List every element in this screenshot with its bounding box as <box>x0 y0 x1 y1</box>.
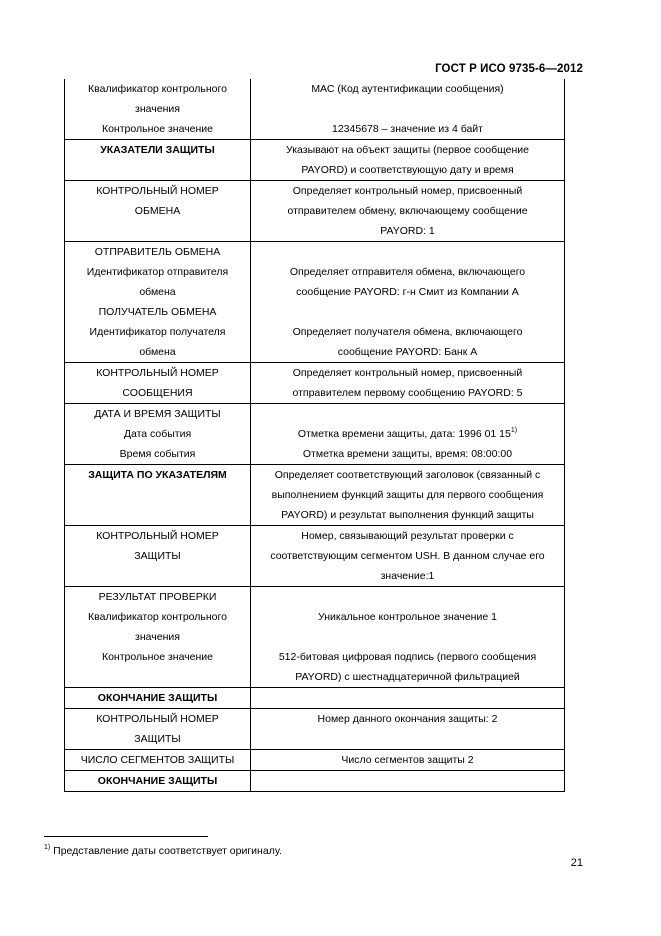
page-number: 21 <box>570 857 583 869</box>
element-description-cell <box>251 688 565 709</box>
name-line: ОКОНЧАНИЕ ЗАЩИТЫ <box>97 692 218 704</box>
description-line <box>255 242 560 262</box>
description-line: сообщение PAYORD: г-н Смит из Компании А <box>296 286 519 298</box>
name-line <box>69 505 246 525</box>
description-line: Номер, связывающий результат проверки с <box>301 530 514 542</box>
element-description-cell <box>251 465 565 526</box>
description-line: Уникальное контрольное значение 1 <box>318 611 497 623</box>
name-line: ПОЛУЧАТЕЛЬ ОБМЕНА <box>98 306 217 318</box>
name-line: обмена <box>139 346 176 358</box>
description-line: Определяет отправителя обмена, включающего <box>289 266 526 278</box>
element-description-cell <box>251 363 565 404</box>
description-line: PAYORD: 1 <box>380 225 435 237</box>
standard-designation: ГОСТ Р ИСО 9735-6—2012 <box>435 63 583 75</box>
table-row <box>65 526 565 587</box>
element-description-cell <box>251 140 565 181</box>
element-name-cell <box>65 363 251 404</box>
table-row <box>65 242 565 363</box>
element-name-cell <box>65 526 251 587</box>
description-line <box>255 771 560 791</box>
name-line: значения <box>135 103 180 115</box>
description-line: 12345678 – значение из 4 байт <box>332 123 483 135</box>
description-line <box>255 99 560 119</box>
name-line: ОТПРАВИТЕЛЬ ОБМЕНА <box>94 246 221 258</box>
description-line: Число сегментов защиты 2 <box>341 754 474 766</box>
description-line: МАС (Код аутентификации сообщения) <box>311 83 504 95</box>
description-line <box>255 587 560 607</box>
date-footnote-mark: 1) <box>510 427 518 434</box>
name-line: Идентификатор получателя <box>89 326 226 338</box>
description-line: 512-битовая цифровая подпись (первого сообщения <box>278 651 537 663</box>
description-line: соответствующим сегментом USH. В данном случае его <box>270 550 545 562</box>
element-name-cell <box>65 242 251 363</box>
table-body <box>65 79 565 792</box>
table-row <box>65 750 565 771</box>
name-line: ЗАЩИТЫ <box>134 550 181 562</box>
name-line: значения <box>135 631 180 643</box>
description-line: выполнением функций защиты для первого сообщения <box>271 489 544 501</box>
description-line: PAYORD) и результат выполнения функций защиты <box>281 509 534 521</box>
element-name-cell <box>65 404 251 465</box>
element-description-cell <box>251 526 565 587</box>
element-description-cell <box>251 587 565 688</box>
description-line: PAYORD) и соответствующую дату и время <box>301 164 514 176</box>
description-line: Определяет контрольный номер, присвоенный <box>292 185 523 197</box>
name-line: КОНТРОЛЬНЫЙ НОМЕР <box>96 185 219 197</box>
footnote-text: Представление даты соответствует оригиналу. <box>50 845 282 857</box>
name-line: ЗАЩИТЫ <box>134 733 181 745</box>
name-line: ЧИСЛО СЕГМЕНТОВ ЗАЩИТЫ <box>80 754 235 766</box>
description-line <box>255 424 560 444</box>
element-name-cell <box>65 465 251 526</box>
name-line: ДАТА И ВРЕМЯ ЗАЩИТЫ <box>94 408 221 420</box>
description-line: сообщение PAYORD: Банк А <box>337 346 478 358</box>
name-line: обмена <box>139 286 176 298</box>
description-line: PAYORD) с шестнадцатеричной фильтрацией <box>295 671 520 683</box>
table-row <box>65 140 565 181</box>
element-description-cell <box>251 242 565 363</box>
name-line: Квалификатор контрольного <box>88 83 227 95</box>
description-line: значение:1 <box>380 570 435 582</box>
element-name-cell <box>65 140 251 181</box>
name-line: УКАЗАТЕЛИ ЗАЩИТЫ <box>100 144 215 156</box>
name-line <box>69 667 246 687</box>
element-description-cell <box>251 79 565 140</box>
name-line: Идентификатор отправителя <box>86 266 229 278</box>
footnote <box>44 845 282 857</box>
name-line: Дата события <box>123 428 192 440</box>
name-line: СООБЩЕНИЯ <box>122 387 193 399</box>
element-description-cell <box>251 709 565 750</box>
description-line: Номер данного окончания защиты: 2 <box>317 713 498 725</box>
name-line <box>69 566 246 586</box>
name-line: КОНТРОЛЬНЫЙ НОМЕР <box>96 530 219 542</box>
name-line: Квалификатор контрольного <box>88 611 227 623</box>
description-line: Отметка времени защиты, время: 08:00:00 <box>302 448 513 460</box>
element-description-cell <box>251 750 565 771</box>
name-line <box>69 221 246 241</box>
element-name-cell <box>65 771 251 792</box>
table-row <box>65 79 565 140</box>
name-line: ОКОНЧАНИЕ ЗАЩИТЫ <box>97 775 218 787</box>
table-row <box>65 709 565 750</box>
table-row <box>65 587 565 688</box>
table-row <box>65 465 565 526</box>
description-line <box>255 729 560 749</box>
table-row <box>65 363 565 404</box>
element-description-cell <box>251 771 565 792</box>
description-line <box>255 688 560 708</box>
name-line: ЗАЩИТА ПО УКАЗАТЕЛЯМ <box>88 469 227 481</box>
element-name-cell <box>65 181 251 242</box>
table-row <box>65 688 565 709</box>
footnote-mark: 1) <box>44 844 51 851</box>
name-line: Время события <box>119 448 196 460</box>
name-line: ОБМЕНА <box>134 205 181 217</box>
description-line: Определяет получателя обмена, включающего <box>292 326 523 338</box>
description-line: отправителем первому сообщению PAYORD: 5 <box>292 387 523 399</box>
description-line <box>255 627 560 647</box>
name-line: Контрольное значение <box>101 123 214 135</box>
table-row <box>65 181 565 242</box>
description-line: Определяет соответствующий заголовок (связанный с <box>274 469 541 481</box>
name-line: КОНТРОЛЬНЫЙ НОМЕР <box>96 367 219 379</box>
description-line <box>255 302 560 322</box>
description-line: Указывают на объект защиты (первое сообщение <box>286 144 529 156</box>
name-line <box>69 485 246 505</box>
table-row <box>65 771 565 792</box>
element-description-cell <box>251 404 565 465</box>
description-line: Определяет контрольный номер, присвоенный <box>292 367 523 379</box>
element-name-cell <box>65 79 251 140</box>
name-line: РЕЗУЛЬТАТ ПРОВЕРКИ <box>98 591 217 603</box>
element-description-cell <box>251 181 565 242</box>
description-line: отправителем обмену, включающему сообщение <box>287 205 528 217</box>
footnote-separator <box>44 836 208 837</box>
element-name-cell <box>65 587 251 688</box>
description-line <box>255 404 560 424</box>
element-name-cell <box>65 750 251 771</box>
security-segments-table <box>64 79 565 792</box>
name-line: КОНТРОЛЬНЫЙ НОМЕР <box>96 713 219 725</box>
name-line: Контрольное значение <box>101 651 214 663</box>
table-row <box>65 404 565 465</box>
element-name-cell <box>65 709 251 750</box>
element-name-cell <box>65 688 251 709</box>
description-line-text: Отметка времени защиты, дата: 1996 01 15 <box>297 428 511 440</box>
name-line <box>69 160 246 180</box>
